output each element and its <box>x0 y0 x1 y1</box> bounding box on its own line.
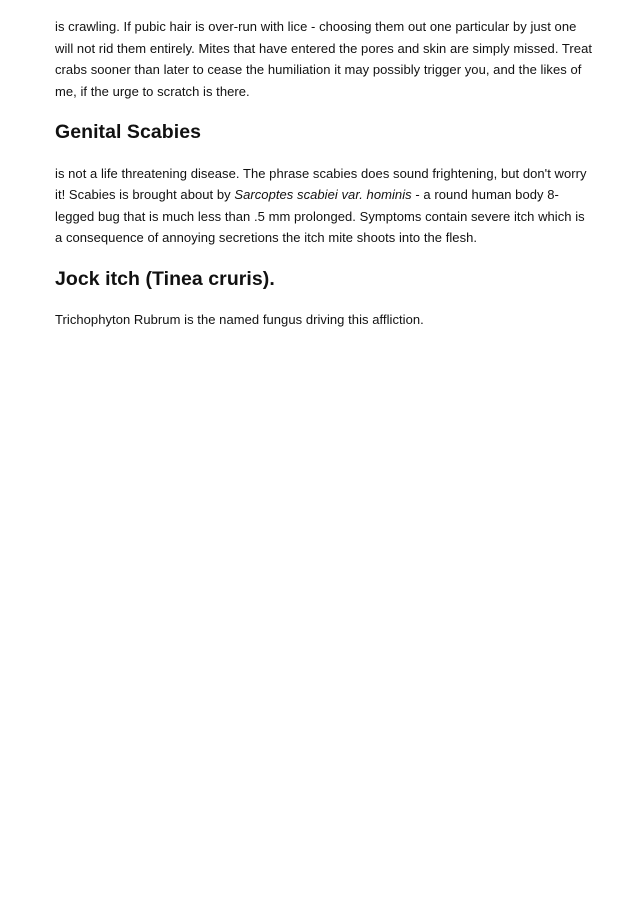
scabies-heading: Genital Scabies <box>55 121 201 143</box>
species-name: Sarcoptes scabiei var. hominis <box>234 187 412 202</box>
scabies-paragraph <box>55 163 595 249</box>
intro-paragraph: is crawling. If pubic hair is over-run with lice - choosing them out one particular by just one will not rid them entirely. Mites that have entered the pores and skin are simply missed. Treat crabs sooner than later to cease the humiliation it may possibly trigger you, and the likes of me, if the urge to scratch is there. <box>55 19 593 99</box>
scabies-text-end: - a round human body 8-legged bug that is much less than .5 mm prolonged. Symptoms contain severe itch which is a consequence of annoying secretions the itch mite shoots into the flesh. <box>55 187 585 245</box>
scabies-text-start: is not a life threatening disease. The phrase scabies does sound frightening, but don't worry it! Scabies is brought about by <box>55 165 587 202</box>
document-page <box>55 16 595 331</box>
jock-itch-paragraph: Trichophyton Rubrum is the named fungus driving this affliction. <box>55 312 424 327</box>
jock-itch-heading: Jock itch (Tinea cruris). <box>55 267 275 290</box>
